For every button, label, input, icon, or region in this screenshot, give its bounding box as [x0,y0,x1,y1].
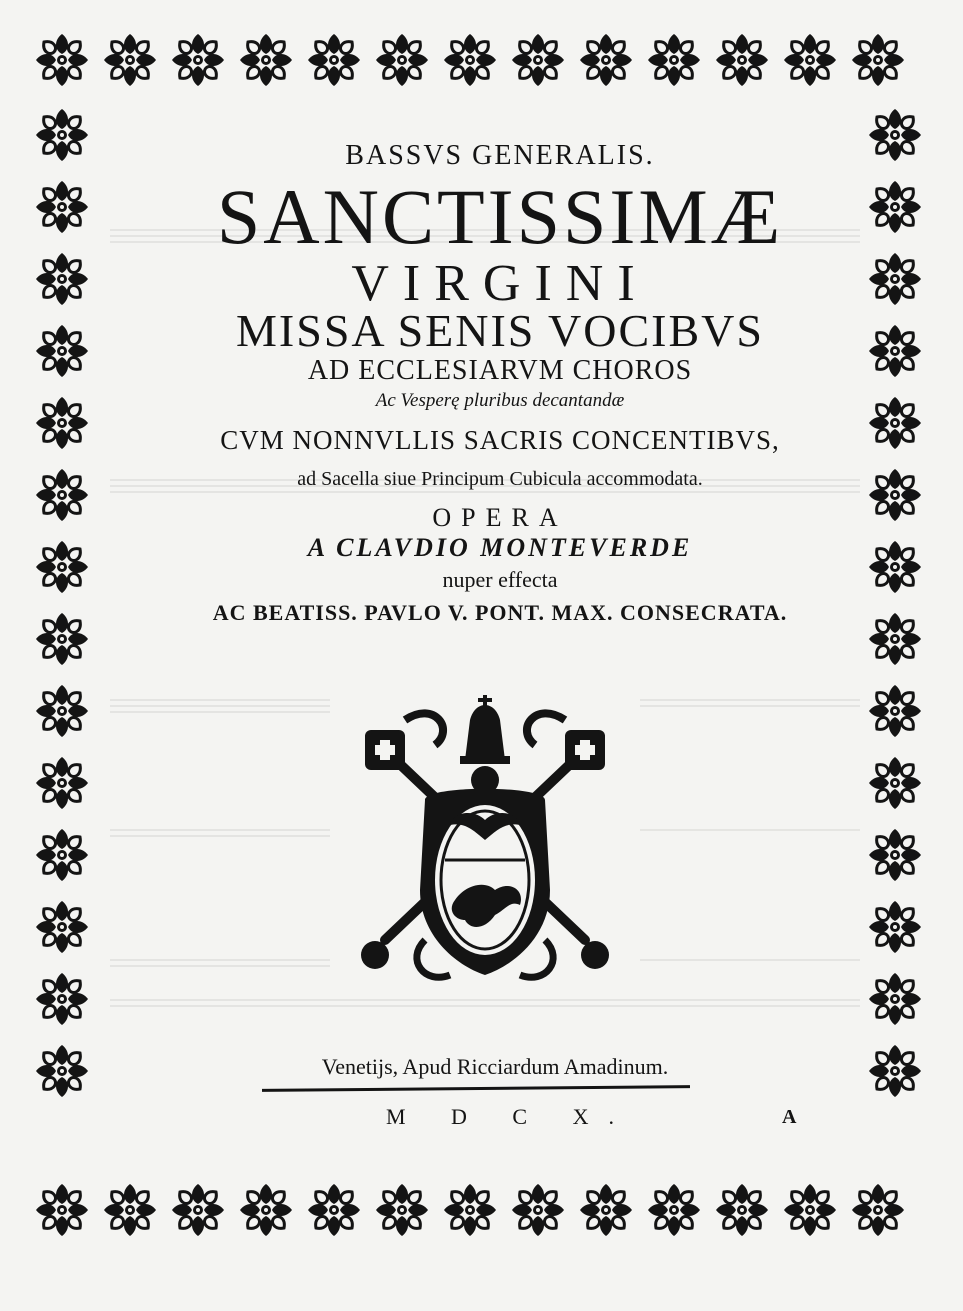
border-ornament [104,1184,156,1236]
subtitle-concentibus: CVM NONNVLLIS SACRIS CONCENTIBVS, [220,425,780,455]
border-ornament [36,613,88,665]
border-ornament [376,34,428,86]
border-ornament [648,1184,700,1236]
border-ornament [36,469,88,521]
subtitle-virgini: VIRGINI [351,255,649,312]
border-ornament [172,1184,224,1236]
border-ornament [36,109,88,161]
subtitle-sacella: ad Sacella siue Principum Cubicula accommodata. [297,468,703,490]
nuper-effecta: nuper effecta [442,567,558,592]
border-ornament [36,973,88,1025]
border-ornament [36,1045,88,1097]
composer-name: A CLAVDIO MONTEVERDE [307,533,693,562]
border-ornament [36,685,88,737]
publication-date: M D C X. [385,1104,634,1129]
border-ornament [869,685,921,737]
dedication: AC BEATISS. PAVLO V. PONT. MAX. CONSECRATA. [212,600,788,625]
border-ornament [869,469,921,521]
signature-mark: A [782,1106,797,1128]
border-ornament [869,901,921,953]
border-ornament [869,397,921,449]
border-ornament [36,397,88,449]
border-ornament [784,34,836,86]
border-ornament [869,181,921,233]
border-ornament [512,34,564,86]
subtitle-ecclesiarum: AD ECCLESIARVM CHOROS [307,355,693,386]
opera-label: OPERA [432,503,568,532]
border-ornament [869,973,921,1025]
border-ornament [580,34,632,86]
border-ornament [240,34,292,86]
border-ornament [869,1045,921,1097]
border-ornament [869,109,921,161]
border-ornament [784,1184,836,1236]
border-ornament [376,1184,428,1236]
border-ornament [36,541,88,593]
border-ornament [648,34,700,86]
bassus-generalis-heading: BASSVS GENERALIS. [345,140,655,171]
border-ornament [36,901,88,953]
border-ornament [869,253,921,305]
border-ornament [852,34,904,86]
border-ornament [104,34,156,86]
imprint-line: Venetijs, Apud Ricciardum Amadinum. [321,1054,669,1079]
subtitle-vespere: Ac Vesperę pluribus decantandæ [375,390,625,411]
border-ornament [36,757,88,809]
subtitle-missa: MISSA SENIS VOCIBVS [236,305,764,356]
border-ornament [172,34,224,86]
border-ornament [308,1184,360,1236]
papal-crest-icon [335,690,635,990]
border-ornament [512,1184,564,1236]
border-ornament [444,34,496,86]
border-ornament [869,613,921,665]
border-ornament [716,34,768,86]
border-ornament [869,541,921,593]
border-ornament [852,1184,904,1236]
border-ornament [869,325,921,377]
border-ornament [444,1184,496,1236]
border-ornament [36,253,88,305]
border-ornament [716,1184,768,1236]
border-ornament [240,1184,292,1236]
border-ornament [36,34,88,86]
border-ornament [36,325,88,377]
border-ornament [580,1184,632,1236]
border-ornament [36,181,88,233]
border-ornament [869,757,921,809]
border-ornament [36,829,88,881]
border-ornament [869,829,921,881]
border-ornament [308,34,360,86]
main-title: SANCTISSIMÆ [216,173,784,260]
border-ornament [36,1184,88,1236]
